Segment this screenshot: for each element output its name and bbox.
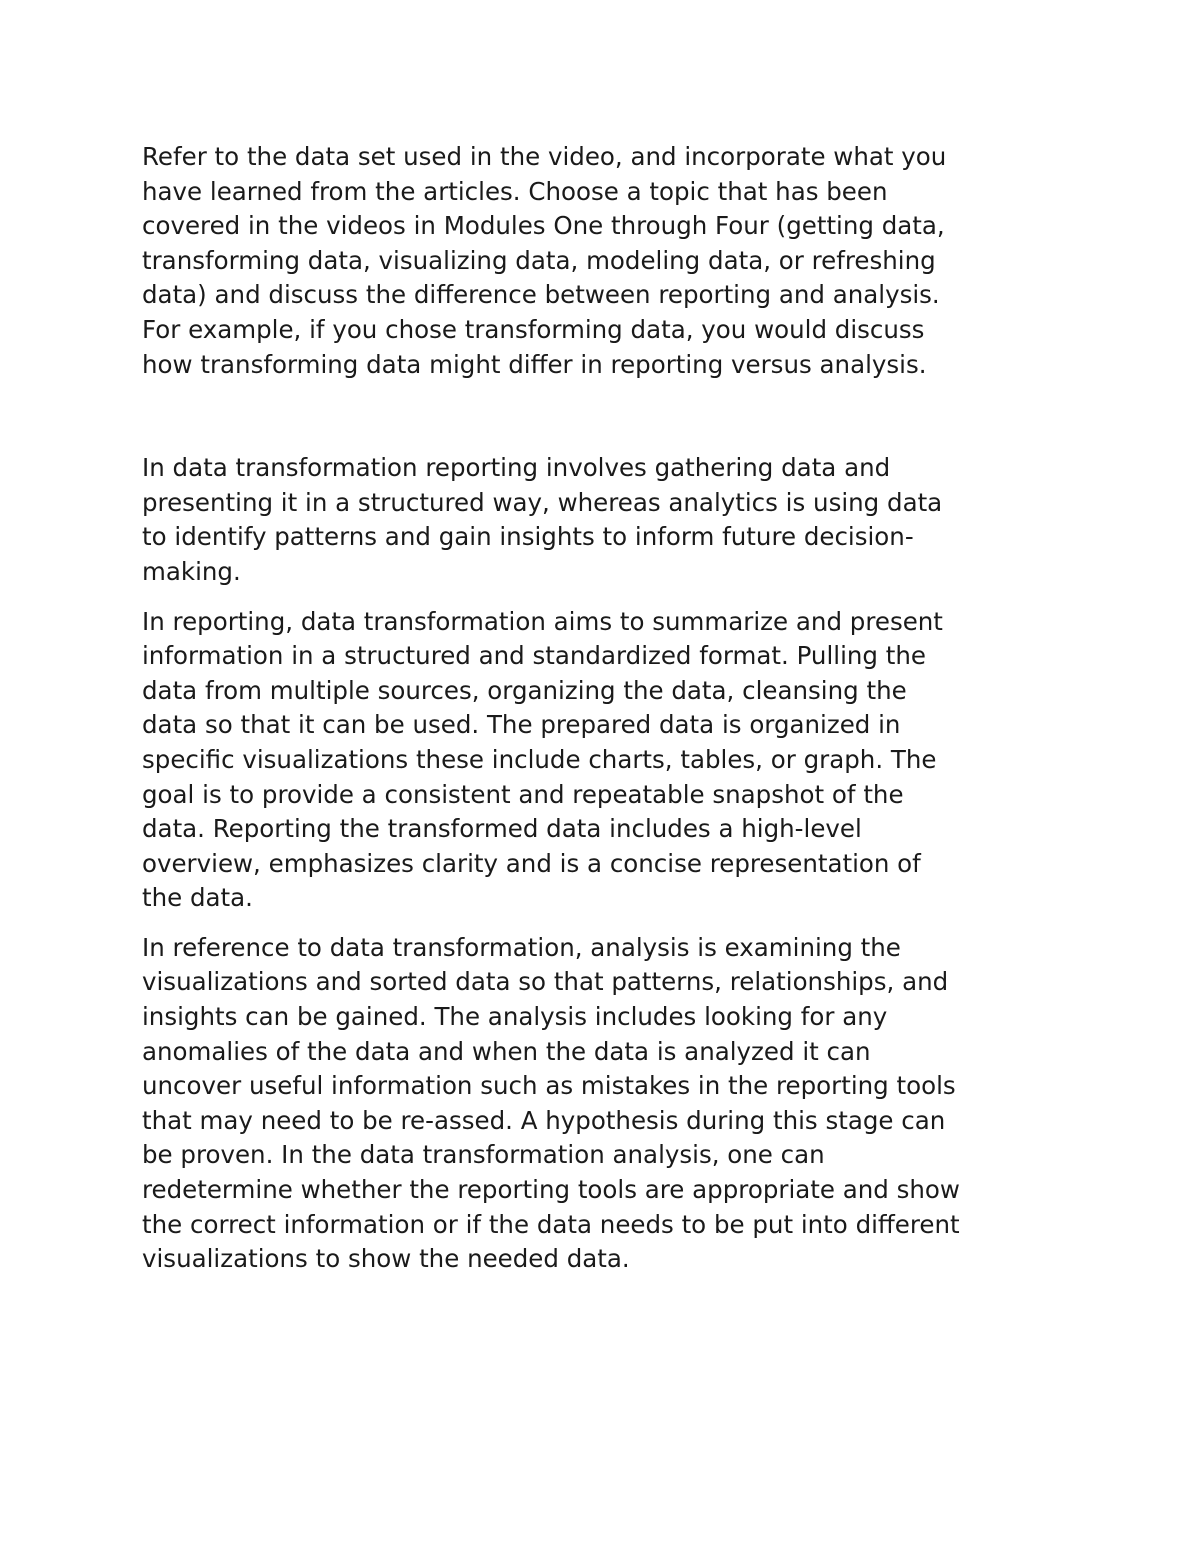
text-line: data. Reporting the transformed data includes a high-level	[142, 814, 862, 844]
text-line: goal is to provide a consistent and repeatable snapshot of the	[142, 779, 904, 809]
text-line: data) and discuss the difference between reporting and analysis.	[142, 280, 940, 310]
answer-intro-paragraph	[142, 451, 1082, 589]
text-line: data so that it can be used. The prepared data is organized in	[142, 710, 901, 740]
text-line: information in a structured and standardized format. Pulling the	[142, 641, 926, 671]
text-line: that may need to be re-assed. A hypothesis during this stage can	[142, 1105, 946, 1135]
text-line: how transforming data might differ in reporting versus analysis.	[142, 349, 927, 379]
text-line: anomalies of the data and when the data is analyzed it can	[142, 1036, 871, 1066]
text-line: specific visualizations these include charts, tables, or graph. The	[142, 744, 937, 774]
text-line: transforming data, visualizing data, modeling data, or refreshing	[142, 245, 936, 275]
text-line: uncover useful information such as mistakes in the reporting tools	[142, 1071, 956, 1101]
text-line: In data transformation reporting involves gathering data and	[142, 453, 891, 483]
text-line: be proven. In the data transformation analysis, one can	[142, 1140, 825, 1170]
reporting-paragraph	[142, 605, 1082, 916]
document-body	[142, 140, 1082, 1277]
text-line: visualizations and sorted data so that patterns, relationships, and	[142, 967, 949, 997]
text-line: visualizations to show the needed data.	[142, 1244, 630, 1274]
text-line: to identify patterns and gain insights to inform future decision-	[142, 522, 914, 552]
assignment-prompt-paragraph	[142, 140, 1082, 382]
text-line: making.	[142, 556, 241, 586]
text-line: overview, emphasizes clarity and is a concise representation of	[142, 848, 921, 878]
text-line: insights can be gained. The analysis includes looking for any	[142, 1002, 888, 1032]
text-line: In reference to data transformation, analysis is examining the	[142, 932, 901, 962]
text-line: data from multiple sources, organizing the data, cleansing the	[142, 675, 907, 705]
text-line: In reporting, data transformation aims to summarize and present	[142, 606, 943, 636]
text-line: redetermine whether the reporting tools are appropriate and show	[142, 1175, 960, 1205]
text-line: have learned from the articles. Choose a topic that has been	[142, 176, 888, 206]
text-line: Refer to the data set used in the video, and incorporate what you	[142, 142, 947, 171]
text-line: presenting it in a structured way, whereas analytics is using data	[142, 487, 943, 517]
text-line: the data.	[142, 883, 253, 913]
text-line: the correct information or if the data needs to be put into different	[142, 1209, 960, 1239]
analysis-paragraph	[142, 931, 1082, 1277]
text-line: covered in the videos in Modules One through Four (getting data,	[142, 211, 945, 241]
text-line: For example, if you chose transforming data, you would discuss	[142, 314, 925, 344]
